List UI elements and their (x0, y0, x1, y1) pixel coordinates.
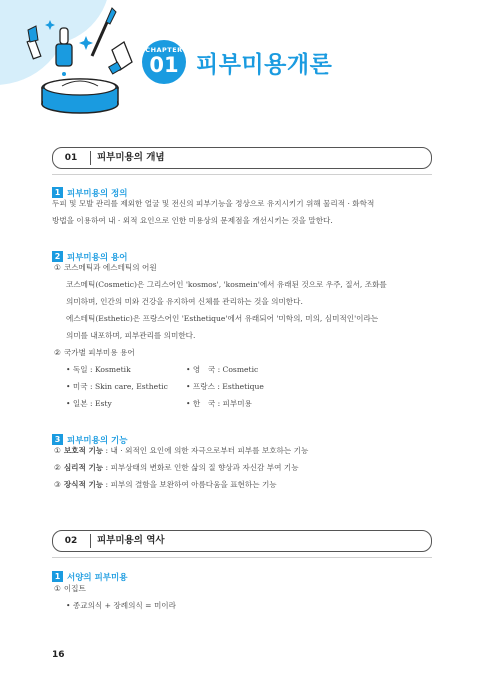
section-title: 피부미용의 역사 (97, 535, 165, 546)
chapter-label: CHAPTER (145, 46, 183, 54)
subsection-number: 1 (52, 571, 63, 582)
subsection-label: 피부미용의 정의 (67, 188, 128, 199)
section-number: 02 (64, 536, 78, 546)
country-term-germany: • 독일 : Kosmetik (66, 365, 131, 374)
item-marker: ③ (54, 480, 61, 489)
item-label: 국가별 피부미용 용어 (63, 348, 135, 357)
function-name: 심리적 기능 (63, 463, 104, 472)
item-marker: ① (54, 446, 61, 455)
subsection-heading-functions (52, 429, 128, 446)
country-term-france: • 프랑스 : Esthetique (186, 382, 264, 391)
function-desc: : 피부상태의 변화로 인한 삶의 질 향상과 자신감 부여 기능 (103, 463, 299, 472)
country-term-korea: • 한 국 : 피부미용 (186, 399, 252, 408)
function-desc: : 내 · 외적인 요인에 의한 자극으로부터 피부를 보호하는 기능 (103, 446, 309, 455)
subsection-number: 1 (52, 187, 63, 198)
cream-jar-icon (42, 79, 118, 113)
function-name: 보호적 기능 (63, 446, 104, 455)
function-psychological (54, 462, 299, 474)
cosmetic-line-1: 코스메틱(Cosmetic)은 그리스어인 'kosmos', 'kosmein'에서 유래된 것으로 우주, 질서, 조화를 (66, 280, 387, 289)
subsection-label: 피부미용의 기능 (67, 435, 128, 446)
country-term-japan: • 일본 : Esty (66, 399, 112, 408)
definition-line-2: 방법을 이용하여 내 · 외적 요인으로 인한 미용상의 문제점을 개선시키는 것을 말한다. (52, 216, 333, 225)
country-term-uk: • 영 국 : Cosmetic (186, 365, 259, 374)
section-title: 피부미용의 개념 (97, 152, 165, 163)
item-marker: ② (54, 463, 61, 472)
function-name: 장식적 기능 (63, 480, 104, 489)
definition-line-1: 두피 및 모발 관리를 제외한 얼굴 및 전신의 피부기능을 정상으로 유지시키기 위해 물리적 · 화학적 (52, 199, 375, 208)
function-protective (54, 445, 308, 457)
subsection-heading-definition (52, 182, 128, 199)
subsection-number: 2 (52, 251, 63, 262)
subsection-label: 피부미용의 용어 (67, 252, 128, 263)
section-divider (90, 151, 91, 165)
cosmetic-line-2: 의미하며, 인간의 미와 건강을 유지하여 신체를 관리하는 것을 의미한다. (66, 297, 303, 306)
function-desc: : 피부의 결함을 보완하여 아름다움을 표현하는 기능 (103, 480, 277, 489)
beauty-products-illustration (0, 0, 150, 135)
item-label: 코스메틱과 에스테틱의 어원 (63, 263, 157, 272)
subsection-heading-terms (52, 246, 128, 263)
section-divider (90, 534, 91, 548)
chapter-badge (142, 40, 186, 84)
subsection-number: 3 (52, 434, 63, 445)
subsection-heading-western (52, 566, 128, 583)
section-rule (52, 557, 432, 558)
item-marker: ① (54, 584, 61, 593)
item-marker: ② (54, 348, 61, 357)
chapter-number: 01 (149, 53, 179, 77)
item-marker: ① (54, 263, 61, 272)
subsection-label: 서양의 피부미용 (67, 572, 128, 583)
section-rule (52, 174, 432, 175)
section-header-02 (52, 530, 432, 552)
function-decorative (54, 479, 277, 491)
item-egypt (54, 583, 86, 595)
page-number: 16 (52, 650, 65, 660)
chapter-title: 피부미용개론 (196, 52, 333, 78)
section-number: 01 (64, 153, 78, 163)
item-label: 이집트 (63, 584, 86, 593)
esthetic-line-1: 에스테틱(Esthetic)은 프랑스어인 'Esthetique'에서 유래되어 '미학의, 미의, 심미적인'이라는 (66, 314, 379, 323)
item-etymology (54, 262, 157, 274)
egypt-bullet: • 종교의식 + 장례의식 = 미이라 (66, 601, 176, 610)
section-header-01 (52, 147, 432, 169)
esthetic-line-2: 의미를 내포하며, 피부관리를 의미한다. (66, 331, 196, 340)
item-country-terms (54, 347, 135, 359)
country-term-usa: • 미국 : Skin care, Esthetic (66, 382, 168, 391)
cream-tube-icon (109, 42, 132, 74)
